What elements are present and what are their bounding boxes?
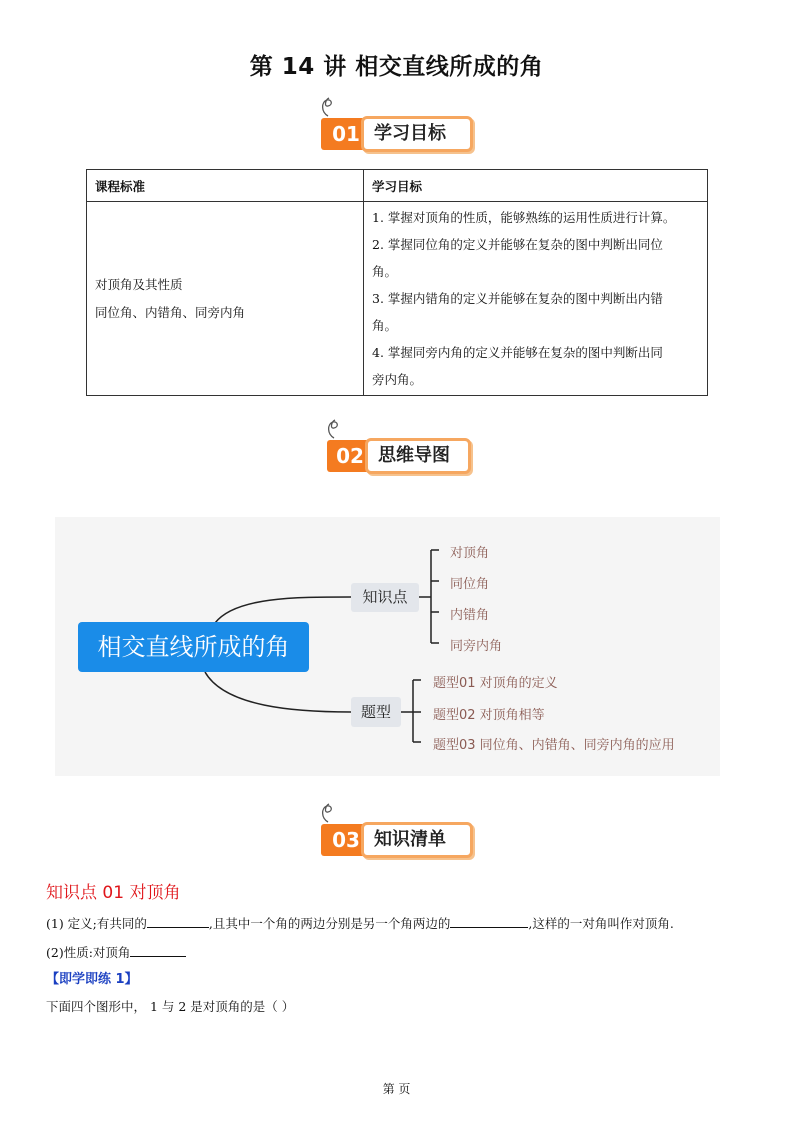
mind-map-root: 相交直线所成的角 — [78, 622, 309, 672]
standard-item: 同位角、内错角、同旁内角 — [95, 304, 246, 320]
goal-line: 3. 掌握内错角的定义并能够在复杂的图中判断出内错 — [372, 291, 663, 306]
goal-line: 4. 掌握同旁内角的定义并能够在复杂的图中判断出同 — [372, 345, 663, 360]
property-line — [46, 943, 186, 961]
mind-map-leaf: 内错角 — [450, 608, 490, 623]
mind-map-leaf: 题型01 对顶角的定义 — [433, 676, 558, 691]
mind-map — [55, 517, 720, 776]
practice-question: 下面四个图形中， 1 与 2 是对顶角的是（ ） — [46, 999, 295, 1014]
fill-blank — [130, 944, 186, 957]
table-header-standard: 课程标准 — [87, 170, 364, 202]
definition-text: ,且其中一个角的两边分别是另一个角两边的 — [208, 916, 451, 931]
section-number: 03 — [321, 824, 371, 856]
goal-line: 1. 掌握对顶角的性质，能够熟练的运用性质进行计算。 — [372, 210, 676, 225]
definition-line — [46, 914, 674, 932]
mind-map-branch-knowledge: 知识点 — [351, 583, 419, 612]
table-row — [87, 202, 708, 396]
section-badge-mindmap — [327, 434, 473, 478]
table-header-goal: 学习目标 — [364, 170, 708, 202]
mind-map-leaf: 同旁内角 — [450, 639, 503, 654]
mind-map-leaf: 题型02 对顶角相等 — [433, 708, 545, 723]
page-footer: 第 页 — [382, 1082, 411, 1096]
fill-blank — [147, 915, 209, 928]
goals-cell — [364, 202, 708, 396]
section-label: 知识清单 — [361, 822, 473, 858]
table-header-row — [87, 170, 708, 202]
standard-item: 对顶角及其性质 — [95, 276, 183, 292]
goal-line: 旁内角。 — [372, 372, 423, 387]
curl-icon — [319, 802, 335, 824]
definition-text: (1) 定义;有共同的 — [46, 916, 147, 931]
section-badge-knowledge — [321, 818, 473, 862]
section-badge-goals — [321, 112, 473, 156]
goal-line: 角。 — [372, 264, 398, 279]
section-number: 02 — [327, 440, 373, 472]
goals-table — [86, 169, 708, 396]
page-title: 第 14 讲 相交直线所成的角 — [249, 54, 544, 80]
section-label: 思维导图 — [365, 438, 471, 474]
property-text: (2)性质:对顶角 — [46, 945, 131, 960]
curl-icon — [325, 418, 341, 440]
mind-map-branch-question-types: 题型 — [351, 697, 401, 727]
mind-map-leaf: 题型03 同位角、内错角、同旁内角的应用 — [433, 738, 675, 753]
fill-blank — [450, 915, 528, 928]
goal-line: 2. 掌握同位角的定义并能够在复杂的图中判断出同位 — [372, 237, 663, 252]
goal-line: 角。 — [372, 318, 398, 333]
definition-text: ,这样的一对角叫作对顶角. — [528, 916, 674, 931]
section-number: 01 — [321, 118, 371, 150]
mind-map-leaf: 对顶角 — [450, 546, 490, 561]
mind-map-leaf: 同位角 — [450, 577, 490, 592]
section-label: 学习目标 — [361, 116, 473, 152]
practice-label: 【即学即练 1】 — [46, 972, 138, 987]
curl-icon — [319, 96, 335, 118]
standards-cell — [87, 202, 364, 396]
knowledge-point-heading: 知识点 01 对顶角 — [46, 883, 181, 903]
